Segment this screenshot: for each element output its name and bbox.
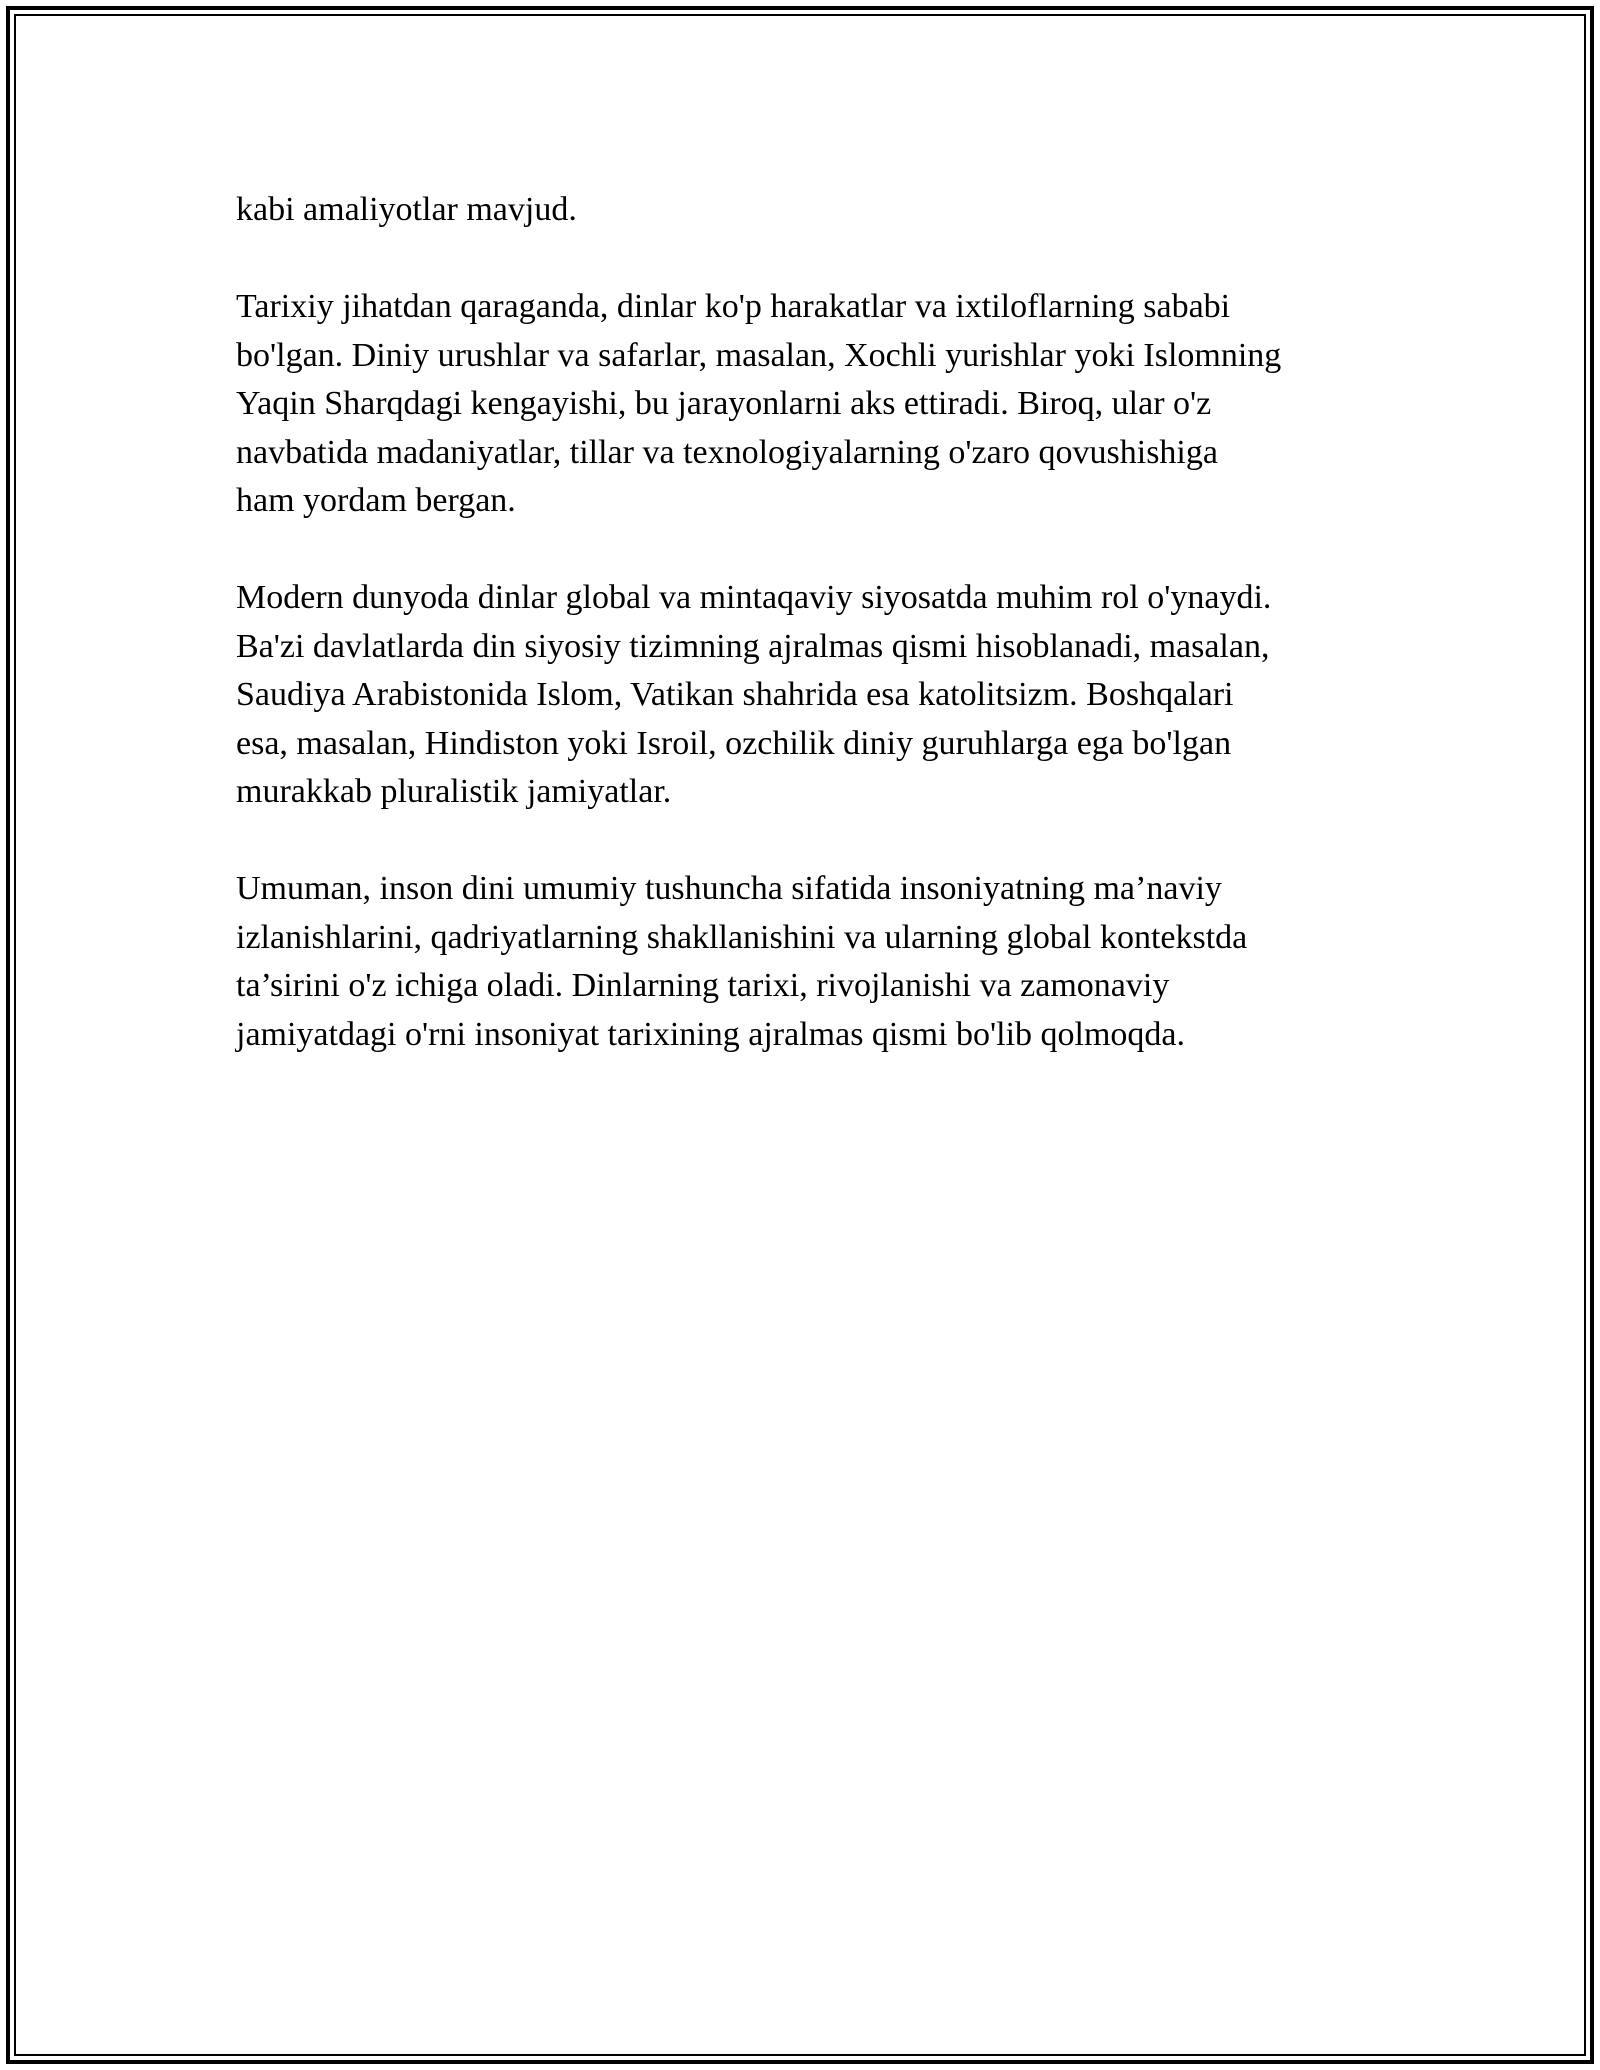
paragraph-continuation: kabi amaliyotlar mavjud. — [236, 191, 577, 228]
paragraph-modern-world: Modern dunyoda dinlar global va mintaqaviy siyosatda muhim rol o'ynaydi. Ba'zi davlatlarda din siyosiy tizimning ajralmas qismi hisoblanadi, masalan, Saudiya Arabistonida Islom, Vatikan shahrida esa katolitsizm. Boshqalari esa, masalan, Hindiston yoki Isroil, ozchilik diniy guruhlarga ega bo'lgan murakkab pluralistik jamiyatlar. — [236, 579, 1272, 810]
document-body — [236, 186, 1376, 1108]
paragraph-history: Tarixiy jihatdan qaraganda, dinlar ko'p harakatlar va ixtiloflarning sababi bo'lgan. Diniy urushlar va safarlar, masalan, Xochli yurishlar yoki Islomning Yaqin Sharqdagi kengayishi, bu jarayonlarni aks ettiradi. Biroq, ular o'z navbatida madaniyatlar, tillar va texnologiyalarning o'zaro qovushishiga ham yordam bergan. — [236, 288, 1282, 519]
paragraph-conclusion: Umuman, inson dini umumiy tushuncha sifatida insoniyatning ma’naviy izlanishlarini, qadriyatlarning shakllanishini va ularning global kontekstda ta’sirini o'z ichiga oladi. Dinlarning tarixi, rivojlanishi va zamonaviy jamiyatdagi o'rni insoniyat tarixining ajralmas qismi bo'lib qolmoqda. — [236, 870, 1248, 1053]
